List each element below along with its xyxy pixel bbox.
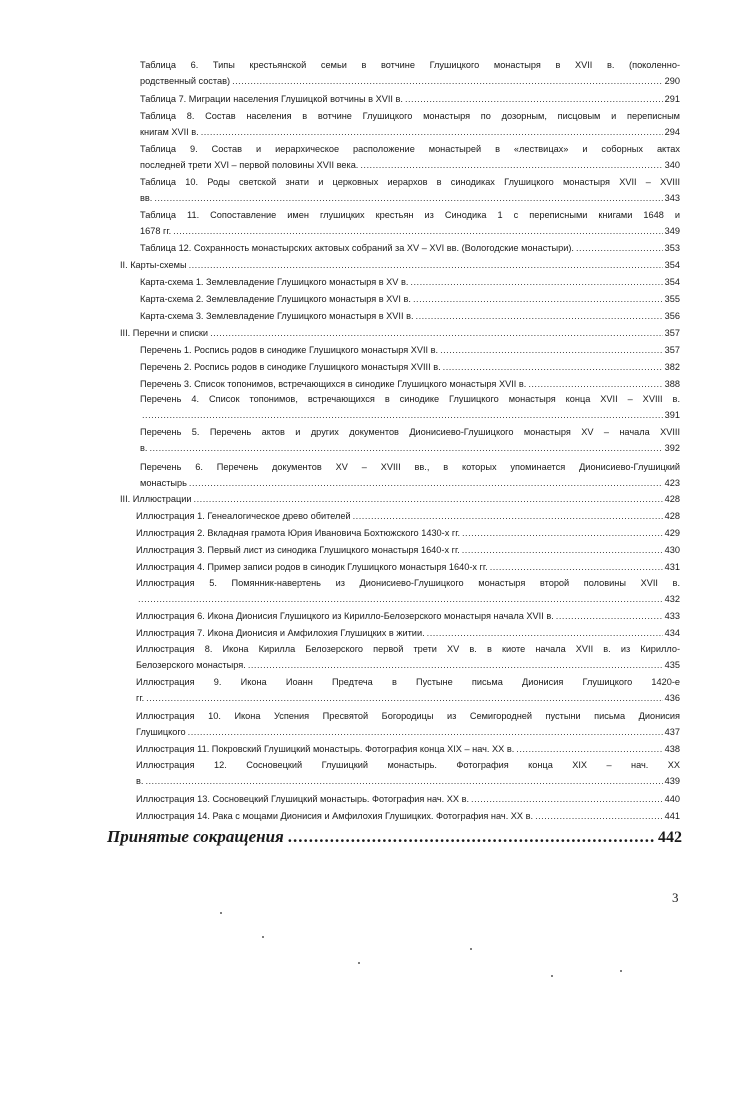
toc-entry-illustration-10[interactable] xyxy=(136,708,680,740)
page-ref: 429 xyxy=(664,528,680,538)
toc-entry-table-7[interactable] xyxy=(140,91,680,107)
leader-dots xyxy=(410,274,662,290)
page-ref: 433 xyxy=(664,611,680,621)
entry-title: Таблица 12. Сохранность монастырских актовых собраний за XV – XVI вв. (Вологодские монастыри). xyxy=(140,243,574,253)
page-ref: 291 xyxy=(664,94,680,104)
leader-dots xyxy=(201,124,663,140)
page-ref: 431 xyxy=(664,562,680,572)
section-title: II. Карты-схемы xyxy=(120,260,187,270)
scan-speck xyxy=(358,962,360,964)
entry-title: Таблица 9. Состав и иерархическое расположение монастырей в «лествицах» и соборных актах xyxy=(140,144,680,154)
entry-title-cont: вв. xyxy=(140,193,153,203)
entry-title: Иллюстрация 13. Сосновецкий Глушицкий монастырь. Фотография нач. XX в. xyxy=(136,794,470,804)
leader-dots xyxy=(146,690,663,706)
entry-title: Иллюстрация 12. Сосновецкий Глушицкий монастырь. Фотография конца XIX – нач. XX xyxy=(136,760,680,770)
leader-dots xyxy=(576,240,663,256)
page-ref: 353 xyxy=(664,243,680,253)
page-ref: 441 xyxy=(664,811,680,821)
toc-entry-illustration-12[interactable] xyxy=(136,757,680,789)
leader-dots xyxy=(443,359,663,375)
entry-title: Перечень 3. Список топонимов, встречающихся в синодике Глушицкого монастыря XVII в. xyxy=(140,379,527,389)
page-ref: 434 xyxy=(664,628,680,638)
leader-dots xyxy=(138,591,663,607)
entry-title: Таблица 6. Типы крестьянской семьи в вотчине Глушицкого монастыря в XVII в. (поколенно- xyxy=(140,60,680,70)
page-ref: 340 xyxy=(664,160,680,170)
scan-speck xyxy=(220,912,222,914)
entry-title: Карта-схема 2. Землевладение Глушицкого монастыря в XVI в. xyxy=(140,294,411,304)
toc-entry-illustration-11[interactable] xyxy=(136,741,680,757)
entry-title-cont: 1678 гг. xyxy=(140,226,172,236)
page-ref: 428 xyxy=(664,511,680,521)
toc-entry-abbreviations[interactable] xyxy=(107,827,682,848)
leader-dots xyxy=(413,291,663,307)
page-ref: 382 xyxy=(664,362,680,372)
toc-entry-table-9[interactable] xyxy=(140,141,680,173)
entry-title: Иллюстрация 5. Помянник-навертень из Дионисиево-Глушицкого монастыря второй половины XVII в. xyxy=(136,578,680,588)
toc-entry-illustration-4[interactable] xyxy=(136,559,680,575)
toc-entry-list-4[interactable] xyxy=(140,391,680,423)
leader-dots xyxy=(188,724,663,740)
toc-entry-illustration-9[interactable] xyxy=(136,674,680,706)
toc-entry-illustration-6[interactable] xyxy=(136,608,680,624)
leader-dots xyxy=(440,342,663,358)
toc-entry-illustration-8[interactable] xyxy=(136,641,680,673)
page-number: 3 xyxy=(672,890,679,905)
leader-dots xyxy=(189,257,663,273)
entry-title: Таблица 11. Сопоставление имен глушицких крестьян из Синодика 1 с переписными книгами 1648 и xyxy=(140,210,680,220)
leader-dots xyxy=(154,190,662,206)
page-ref: 430 xyxy=(664,545,680,555)
toc-entry-illustration-14[interactable] xyxy=(136,808,680,824)
page-ref: 428 xyxy=(664,494,680,504)
toc-entry-map-1[interactable] xyxy=(140,274,680,290)
toc-entry-illustration-13[interactable] xyxy=(136,791,680,807)
scan-speck xyxy=(551,975,553,977)
entry-title-cont: монастырь xyxy=(140,478,187,488)
page-ref: 432 xyxy=(664,594,680,604)
leader-dots xyxy=(490,559,663,575)
leader-dots xyxy=(471,791,663,807)
leader-dots xyxy=(556,608,663,624)
entry-title: Иллюстрация 10. Икона Успения Пресвятой Богородицы из Семигородней пустыни письма Дионисия xyxy=(136,711,680,721)
scan-speck xyxy=(262,936,264,938)
leader-dots xyxy=(142,407,663,423)
entry-title: Иллюстрация 8. Икона Кирилла Белозерского первой трети XV в. в киоте начала XVII в. из Кирилло- xyxy=(136,644,680,654)
leader-dots xyxy=(360,157,662,173)
entry-title-cont: Белозерского монастыря. xyxy=(136,660,246,670)
leader-dots xyxy=(149,440,662,456)
entry-title-cont: последней трети XVI – первой половины XVII века. xyxy=(140,160,359,170)
page-ref: 357 xyxy=(664,328,680,338)
section-title: III. Перечни и списки xyxy=(120,328,209,338)
toc-entry-table-11[interactable] xyxy=(140,207,680,239)
leader-dots xyxy=(288,827,654,847)
leader-dots xyxy=(535,808,663,824)
page-ref: 355 xyxy=(664,294,680,304)
page-ref: 388 xyxy=(664,379,680,389)
entry-title: Карта-схема 3. Землевладение Глушицкого монастыря в XVII в. xyxy=(140,311,414,321)
leader-dots xyxy=(248,657,663,673)
leader-dots xyxy=(427,625,663,641)
toc-entry-table-8[interactable] xyxy=(140,108,680,140)
toc-entry-illustration-5[interactable] xyxy=(136,575,680,607)
leader-dots xyxy=(194,491,663,507)
entry-title-cont: в. xyxy=(136,776,144,786)
leader-dots xyxy=(516,741,662,757)
entry-title: Перечень 1. Роспись родов в синодике Глушицкого монастыря XVII в. xyxy=(140,345,439,355)
toc-entry-list-2[interactable] xyxy=(140,359,680,375)
scan-speck xyxy=(620,970,622,972)
toc-entry-table-6[interactable] xyxy=(140,57,680,89)
page-ref: 354 xyxy=(664,277,680,287)
toc-entry-list-1[interactable] xyxy=(140,342,680,358)
entry-title-cont: в. xyxy=(140,443,148,453)
page-ref: 442 xyxy=(658,829,682,846)
entry-title: Таблица 8. Состав населения в вотчине Глушицкого монастыря по дозорным, писцовым и переписным xyxy=(140,111,680,121)
scan-speck xyxy=(470,948,472,950)
leader-dots xyxy=(462,525,663,541)
page-ref: 437 xyxy=(664,727,680,737)
page-ref: 343 xyxy=(664,193,680,203)
leader-dots xyxy=(145,773,662,789)
entry-title: Перечень 5. Перечень актов и других документов Дионисиево-Глушицкого монастыря XV – начала XVIII xyxy=(140,427,680,437)
toc-entry-illustration-2[interactable] xyxy=(136,525,680,541)
leader-dots xyxy=(210,325,663,341)
entry-title: Иллюстрация 11. Покровский Глушицкий монастырь. Фотография конца XIX – нач. XX в. xyxy=(136,744,515,754)
page-ref: 294 xyxy=(664,127,680,137)
leader-dots xyxy=(462,542,663,558)
page-ref: 349 xyxy=(664,226,680,236)
page-ref: 392 xyxy=(664,443,680,453)
page-ref: 423 xyxy=(664,478,680,488)
entry-title: Иллюстрация 14. Рака с мощами Дионисия и Амфилохия Глушицких. Фотография нач. XX в. xyxy=(136,811,534,821)
entry-title: Иллюстрация 6. Икона Дионисия Глушицкого из Кирилло-Белозерского монастыря начала XVII в. xyxy=(136,611,554,621)
leader-dots xyxy=(528,376,662,392)
page-ref: 439 xyxy=(664,776,680,786)
page-ref: 440 xyxy=(664,794,680,804)
entry-title: Иллюстрация 1. Генеалогическое древо обителей xyxy=(136,511,351,521)
entry-title-cont: гг. xyxy=(136,693,145,703)
leader-dots xyxy=(232,73,663,89)
page-ref: 436 xyxy=(664,693,680,703)
toc-entry-table-10[interactable] xyxy=(140,174,680,206)
toc-entry-list-3[interactable] xyxy=(140,376,680,392)
toc-section-maps[interactable] xyxy=(120,257,680,273)
page-ref: 435 xyxy=(664,660,680,670)
entry-title: Принятые сокращения xyxy=(107,827,284,846)
page-ref: 356 xyxy=(664,311,680,321)
leader-dots xyxy=(173,223,663,239)
entry-title-cont: книгам XVII в. xyxy=(140,127,199,137)
leader-dots xyxy=(353,508,663,524)
entry-title: Таблица 10. Роды светской знати и церковных иерархов в синодиках Глушицкого монастыря XVII – XVIII xyxy=(140,177,680,187)
entry-title: Перечень 6. Перечень документов XV – XVIII вв., в которых упоминается Дионисиево-Глушицкий xyxy=(140,462,680,472)
toc-section-lists[interactable] xyxy=(120,325,680,341)
page-ref: 290 xyxy=(664,76,680,86)
entry-title: Иллюстрация 2. Вкладная грамота Юрия Ивановича Бохтюжского 1430-х гг. xyxy=(136,528,460,538)
entry-title: Иллюстрация 4. Пример записи родов в синодик Глушицкого монастыря 1640-х гг. xyxy=(136,562,488,572)
entry-title: Перечень 4. Список топонимов, встречающихся в синодике Глушицкого монастыря конца XVII – XVIII в. xyxy=(140,394,680,404)
toc-entry-illustration-7[interactable] xyxy=(136,625,680,641)
entry-title: Иллюстрация 7. Икона Дионисия и Амфилохия Глушицких в житии. xyxy=(136,628,425,638)
entry-title: Иллюстрация 9. Икона Иоанн Предтеча в Пустыне письма Дионисия Глушицкого 1420-е xyxy=(136,677,680,687)
toc-entry-list-5[interactable] xyxy=(140,424,680,456)
page-ref: 357 xyxy=(664,345,680,355)
section-title: III. Иллюстрации xyxy=(120,494,192,504)
entry-title: Перечень 2. Роспись родов в синодике Глушицкого монастыря XVIII в. xyxy=(140,362,441,372)
leader-dots xyxy=(189,475,663,491)
toc-entry-list-6[interactable] xyxy=(140,459,680,491)
page-ref: 354 xyxy=(664,260,680,270)
toc-entry-illustration-3[interactable] xyxy=(136,542,680,558)
entry-title-cont: Глушицкого xyxy=(136,727,186,737)
entry-title: Карта-схема 1. Землевладение Глушицкого монастыря в XV в. xyxy=(140,277,409,287)
leader-dots xyxy=(405,91,663,107)
page-ref: 438 xyxy=(664,744,680,754)
entry-title-cont: родственный состав) xyxy=(140,76,231,86)
toc-entry-map-3[interactable] xyxy=(140,308,680,324)
toc-entry-map-2[interactable] xyxy=(140,291,680,307)
entry-title: Иллюстрация 3. Первый лист из синодика Глушицкого монастыря 1640-х гг. xyxy=(136,545,460,555)
leader-dots xyxy=(416,308,663,324)
entry-title: Таблица 7. Миграции населения Глушицкой вотчины в XVII в. xyxy=(140,94,403,104)
toc-entry-illustration-1[interactable] xyxy=(136,508,680,524)
page-ref: 391 xyxy=(664,410,680,420)
toc-entry-table-12[interactable] xyxy=(140,240,680,256)
toc-section-illustrations[interactable] xyxy=(120,491,680,507)
